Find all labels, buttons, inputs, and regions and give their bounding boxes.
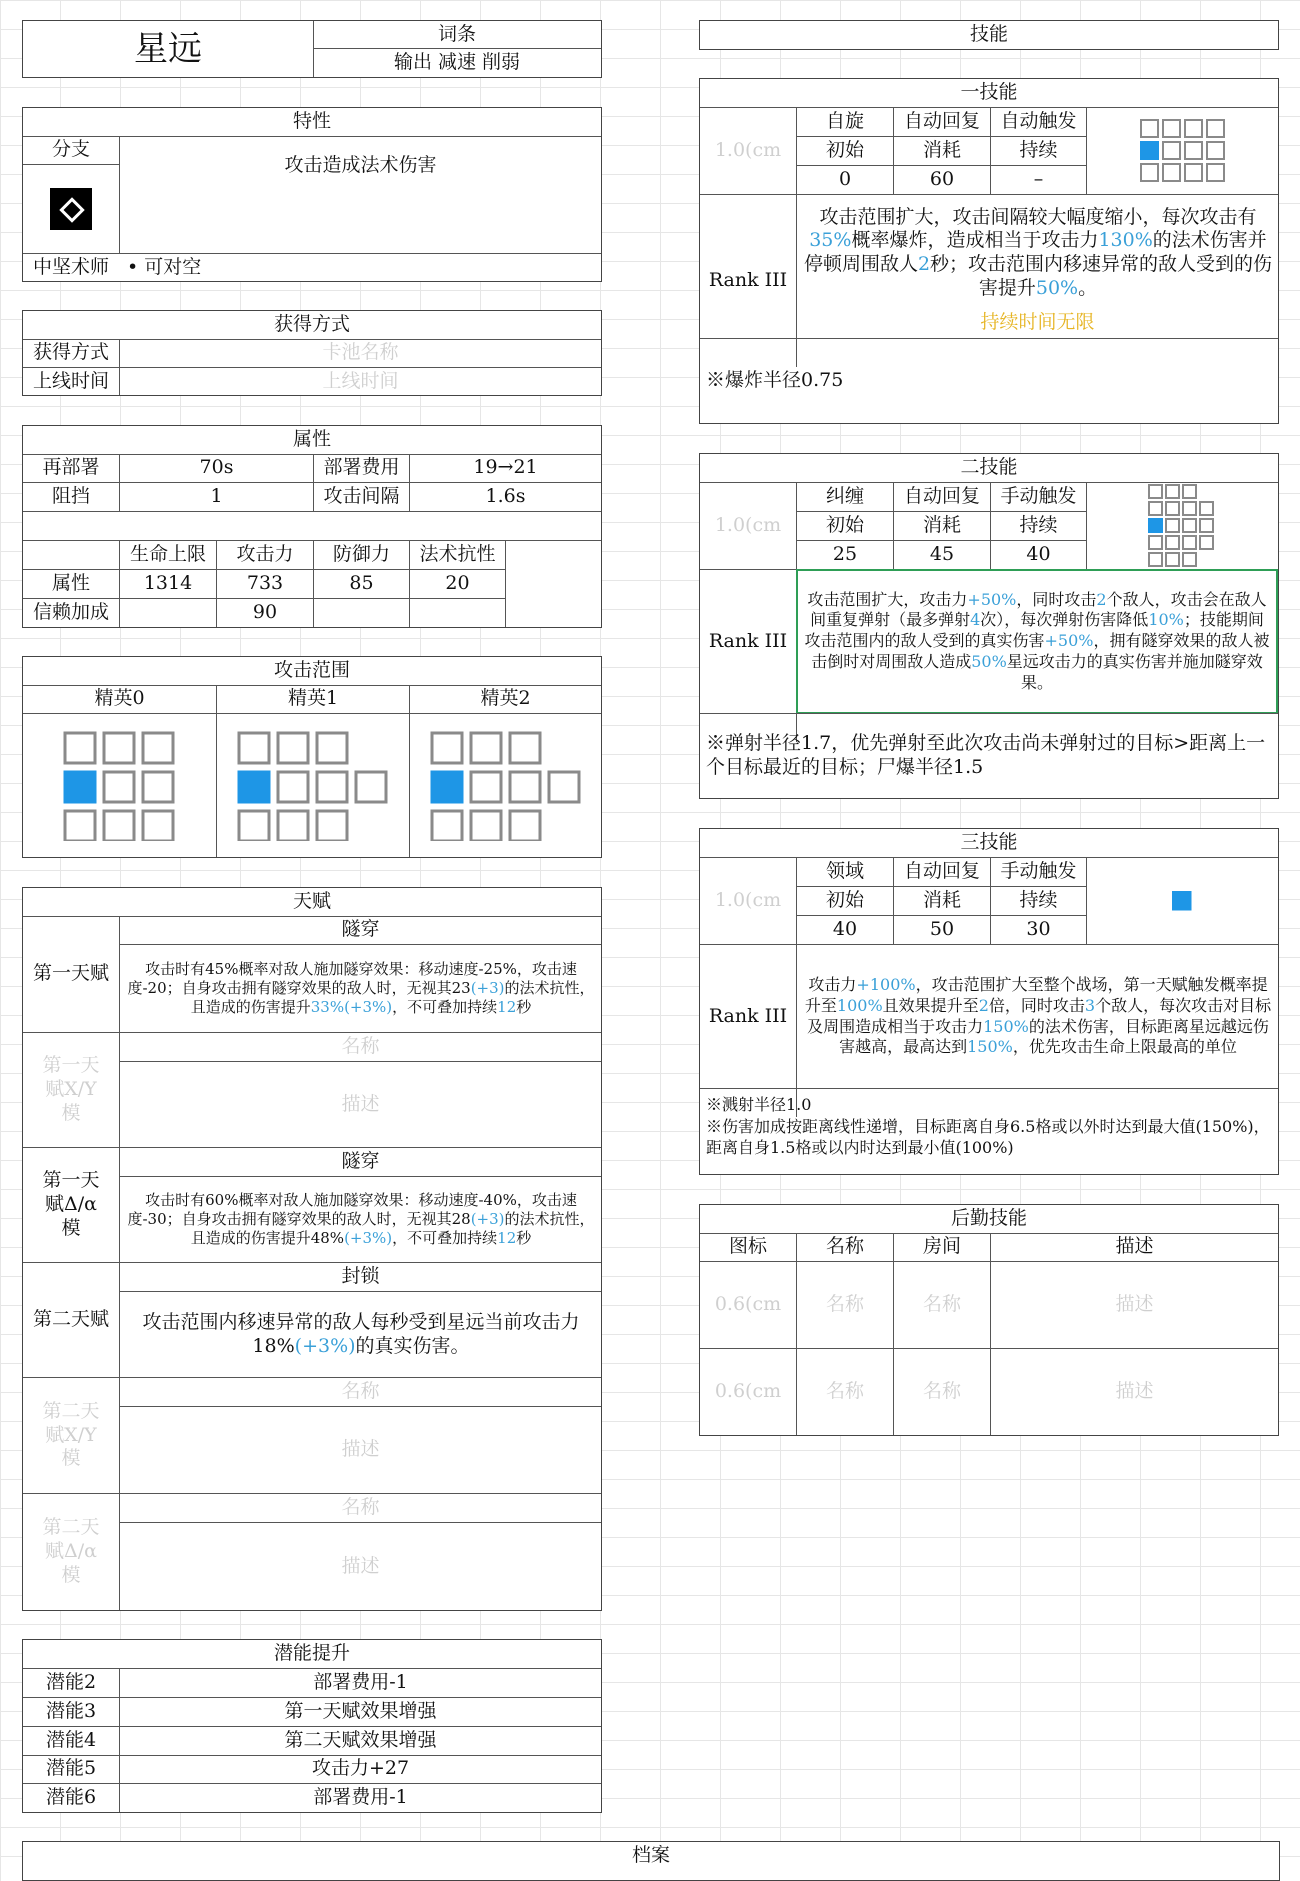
range-elite2-label: 精英2 [480, 687, 531, 710]
logistics-head-name: 名称 [825, 1235, 864, 1258]
skill1-range-grid [1140, 119, 1230, 184]
potential-3-label: 潜能3 [45, 1699, 97, 1722]
skill2-tag-0: 纠缠 [825, 484, 864, 507]
attributes-title: 属性 [292, 428, 331, 451]
skill1-rank: Rank III [708, 269, 788, 292]
range-grid-elite0 [63, 731, 183, 841]
logistics-row2-name: 名称 [825, 1380, 864, 1403]
skill2-val-duration: 40 [1026, 542, 1051, 565]
skill3-tag-0: 领域 [825, 859, 864, 882]
skill3-note-2: ※伤害加成按距离线性递增，目标距离自身6.5格或以外时达到最大值(150%)，距离自身1.5格或以内时达到最小值(100%) [706, 1117, 1270, 1157]
diamond-branch-icon [50, 188, 92, 230]
range-elite1-label: 精英1 [287, 687, 339, 710]
skill1-val-duration: – [1033, 167, 1044, 190]
talent2-delta-label: 第二天赋Δ/α模 [42, 1516, 100, 1586]
skill2-tag-1: 自动回复 [903, 484, 980, 507]
trust-atk: 90 [252, 600, 278, 623]
talent1-desc: 攻击时有45%概率对敌人施加隧穿效果：移动速度-25%，攻击速度-20；自身攻击拥有隧穿效果的敌人时，无视其23(+3)的法术抗性，且造成的伤害提升33%(+3%)，不可叠加持续12秒 [127, 959, 595, 1017]
skill1-desc: 攻击范围扩大，攻击间隔较大幅度缩小，每次攻击有35%概率爆炸，造成相当于攻击力130%的法术伤害并停顿周围敌人2秒；攻击范围内移速异常的敌人受到的伤害提升50%。 [803, 205, 1273, 299]
talent2-desc: 攻击范围内移速异常的敌人每秒受到星远当前攻击力18%(+3%)的真实伤害。 [142, 1310, 580, 1357]
archive-title: 档案 [631, 1844, 670, 1867]
header-box [22, 20, 602, 78]
range-title: 攻击范围 [273, 659, 350, 682]
tags-value: 输出 减速 削弱 [393, 51, 521, 74]
potential-3-value: 第一天赋效果增强 [284, 1699, 437, 1722]
skill1-head-duration: 持续 [1019, 138, 1058, 161]
logistics-box [699, 1204, 1279, 1436]
talent2-xy-desc: 描述 [341, 1438, 380, 1461]
skills-header-box [699, 20, 1279, 50]
skill3-note-1: ※溅射半径1.0 [706, 1094, 812, 1114]
potential-5-label: 潜能5 [45, 1757, 97, 1780]
talent1-xy-name: 名称 [341, 1035, 380, 1058]
skill1-head-cost: 消耗 [922, 138, 961, 161]
potential-4-value: 第二天赋效果增强 [284, 1728, 437, 1751]
skill2-val-initial: 25 [832, 542, 858, 565]
obtain-box [22, 310, 602, 396]
stat-hp: 1314 [143, 571, 193, 594]
potential-box [22, 1639, 602, 1813]
skills-title: 技能 [969, 23, 1008, 46]
trust-res [410, 598, 505, 627]
skill1-tag-0: 自旋 [825, 109, 864, 132]
branch-label: 分支 [51, 138, 90, 161]
logistics-head-room: 房间 [922, 1235, 961, 1258]
skill3-title: 三技能 [960, 831, 1018, 854]
talents-box [22, 887, 602, 1611]
logistics-row2-icon: 0.6(cm [714, 1380, 782, 1403]
range-grid-elite2 [430, 731, 590, 841]
skill1-icon-placeholder: 1.0(cm [714, 138, 782, 161]
potential-6-label: 潜能6 [45, 1786, 97, 1809]
trait-note: • 可对空 [127, 255, 202, 278]
block-label: 阻挡 [51, 485, 90, 508]
skill3-rank: Rank III [708, 1004, 788, 1027]
logistics-row2-room: 名称 [922, 1380, 961, 1403]
interval-value: 1.6s [485, 485, 526, 508]
stat-row-label: 属性 [51, 571, 90, 594]
skill2-tag-2: 手动触发 [1000, 484, 1077, 507]
skill3-head-cost: 消耗 [922, 888, 961, 911]
talent1-delta-label: 第一天赋Δ/α模 [42, 1169, 100, 1239]
skill2-val-cost: 45 [929, 542, 955, 565]
logistics-title: 后勤技能 [950, 1207, 1027, 1230]
traits-title: 特性 [292, 110, 331, 133]
talent2-delta-name: 名称 [341, 1496, 380, 1519]
obtain-method-label: 获得方式 [32, 341, 109, 364]
potential-4-label: 潜能4 [45, 1728, 97, 1751]
talent1-label: 第一天赋 [32, 962, 109, 985]
stat-def: 85 [349, 571, 374, 594]
skill1-duration-note: 持续时间无限 [980, 311, 1095, 334]
talents-title: 天赋 [292, 890, 331, 913]
logistics-row2-desc: 描述 [1115, 1380, 1154, 1403]
skill3-head-initial: 初始 [825, 888, 864, 911]
skill3-icon-placeholder: 1.0(cm [714, 888, 782, 911]
cost-label: 部署费用 [323, 456, 400, 479]
trust-bonus-label: 信赖加成 [32, 600, 109, 623]
skill3-val-cost: 50 [929, 917, 955, 940]
logistics-row1-name: 名称 [825, 1293, 864, 1316]
skill1-title: 一技能 [960, 81, 1018, 104]
skill3-val-initial: 40 [832, 917, 858, 940]
cost-value: 19→21 [473, 456, 538, 479]
obtain-title: 获得方式 [273, 313, 350, 336]
talent1-delta-name: 隧穿 [341, 1150, 380, 1173]
skill3-box [699, 828, 1279, 1175]
branch-icon-cell [23, 165, 119, 253]
obtain-method-value: 卡池名称 [322, 341, 399, 364]
skill1-tag-1: 自动回复 [903, 109, 980, 132]
talent1-name: 隧穿 [341, 918, 380, 941]
skill1-note: ※爆炸半径0.75 [706, 369, 844, 392]
skill1-val-initial: 0 [838, 167, 852, 190]
logistics-head-icon: 图标 [728, 1235, 767, 1258]
skill2-title: 二技能 [960, 456, 1018, 479]
archive-box [22, 1841, 1280, 1881]
trust-hp [120, 598, 216, 627]
stat-header-hp: 生命上限 [129, 542, 206, 565]
skill1-box [699, 78, 1279, 424]
skill2-desc: 攻击范围扩大，攻击力+50%，同时攻击2个敌人，攻击会在敌人间重复弹射（最多弹射4次），每次弹射伤害降低10%；技能期间攻击范围内的敌人受到的真实伤害+50%，拥有隧穿效果的敌人被击倒时对周围敌人造成50%星远攻击力的真实伤害并施加隧穿效果。 [796, 569, 1278, 714]
skill1-tag-2: 自动触发 [1000, 109, 1077, 132]
stat-header-def: 防御力 [332, 542, 390, 565]
skill3-tag-1: 自动回复 [903, 859, 980, 882]
potential-title: 潜能提升 [273, 1642, 350, 1665]
skill2-head-duration: 持续 [1019, 513, 1058, 536]
talent2-xy-label: 第二天赋X/Y模 [42, 1399, 100, 1470]
logistics-head-desc: 描述 [1115, 1235, 1154, 1258]
skill2-range-grid [1148, 484, 1220, 570]
operator-name: 星远 [134, 28, 202, 69]
attack-range-box [22, 656, 602, 858]
traits-box [22, 107, 602, 282]
skill1-val-cost: 60 [929, 167, 955, 190]
skill2-head-cost: 消耗 [922, 513, 961, 536]
talent2-label: 第二天赋 [32, 1308, 109, 1331]
stat-header-res: 法术抗性 [419, 542, 496, 565]
skill3-val-duration: 30 [1026, 917, 1051, 940]
branch-name: 中坚术师 [32, 255, 109, 278]
redeploy-value: 70s [199, 456, 234, 479]
attributes-box [22, 425, 602, 628]
talent1-xy-desc: 描述 [341, 1092, 380, 1115]
tags-title: 词条 [437, 22, 476, 45]
potential-6-value: 部署费用-1 [313, 1786, 408, 1809]
potential-2-value: 部署费用-1 [313, 1670, 408, 1693]
trust-def [314, 598, 409, 627]
skill2-box [699, 453, 1279, 799]
talent2-xy-name: 名称 [341, 1380, 380, 1403]
potential-2-label: 潜能2 [45, 1670, 97, 1693]
stat-res: 20 [445, 571, 470, 594]
skill2-note: ※弹射半径1.7，优先弹射至此次攻击尚未弹射过的目标>距离上一个目标最近的目标；尸爆半径1.5 [706, 732, 1266, 778]
skill2-icon-placeholder: 1.0(cm [714, 513, 782, 536]
stat-header-atk: 攻击力 [236, 542, 294, 565]
skill2-head-initial: 初始 [825, 513, 864, 536]
logistics-row1-icon: 0.6(cm [714, 1293, 782, 1316]
logistics-row1-desc: 描述 [1115, 1293, 1154, 1316]
skill3-tag-2: 手动触发 [1000, 859, 1077, 882]
talent2-name: 封锁 [341, 1265, 380, 1288]
redeploy-label: 再部署 [42, 456, 100, 479]
trait-description: 攻击造成法术伤害 [284, 154, 437, 177]
block-value: 1 [210, 485, 223, 508]
talent1-xy-label: 第一天赋X/Y模 [42, 1054, 100, 1124]
release-date-label: 上线时间 [32, 369, 109, 392]
range-elite0-label: 精英0 [94, 687, 145, 710]
logistics-row1-room: 名称 [922, 1293, 961, 1316]
skill3-head-duration: 持续 [1019, 888, 1058, 911]
skill3-desc: 攻击力+100%，攻击范围扩大至整个战场，第一天赋触发概率提升至100%且效果提升至2倍，同时攻击3个敌人，每次攻击对目标及周围造成相当于攻击力150%的法术伤害，目标距离星远越远伤害越高，最高达到150%，优先攻击生命上限最高的单位 [804, 974, 1272, 1057]
interval-label: 攻击间隔 [323, 485, 400, 508]
talent2-delta-desc: 描述 [341, 1554, 380, 1577]
skill3-range-grid [1172, 891, 1192, 911]
talent1-delta-desc: 攻击时有60%概率对敌人施加隧穿效果：移动速度-40%，攻击速度-30；自身攻击拥有隧穿效果的敌人时，无视其28(+3)的法术抗性，且造成的伤害提升48%(+3%)，不可叠加持续12秒 [127, 1190, 595, 1248]
release-date-value: 上线时间 [322, 369, 399, 392]
skill2-rank: Rank III [708, 629, 788, 652]
stat-atk: 733 [246, 571, 284, 594]
skill1-head-initial: 初始 [825, 138, 864, 161]
potential-5-value: 攻击力+27 [311, 1757, 410, 1780]
range-grid-elite1 [237, 731, 397, 841]
